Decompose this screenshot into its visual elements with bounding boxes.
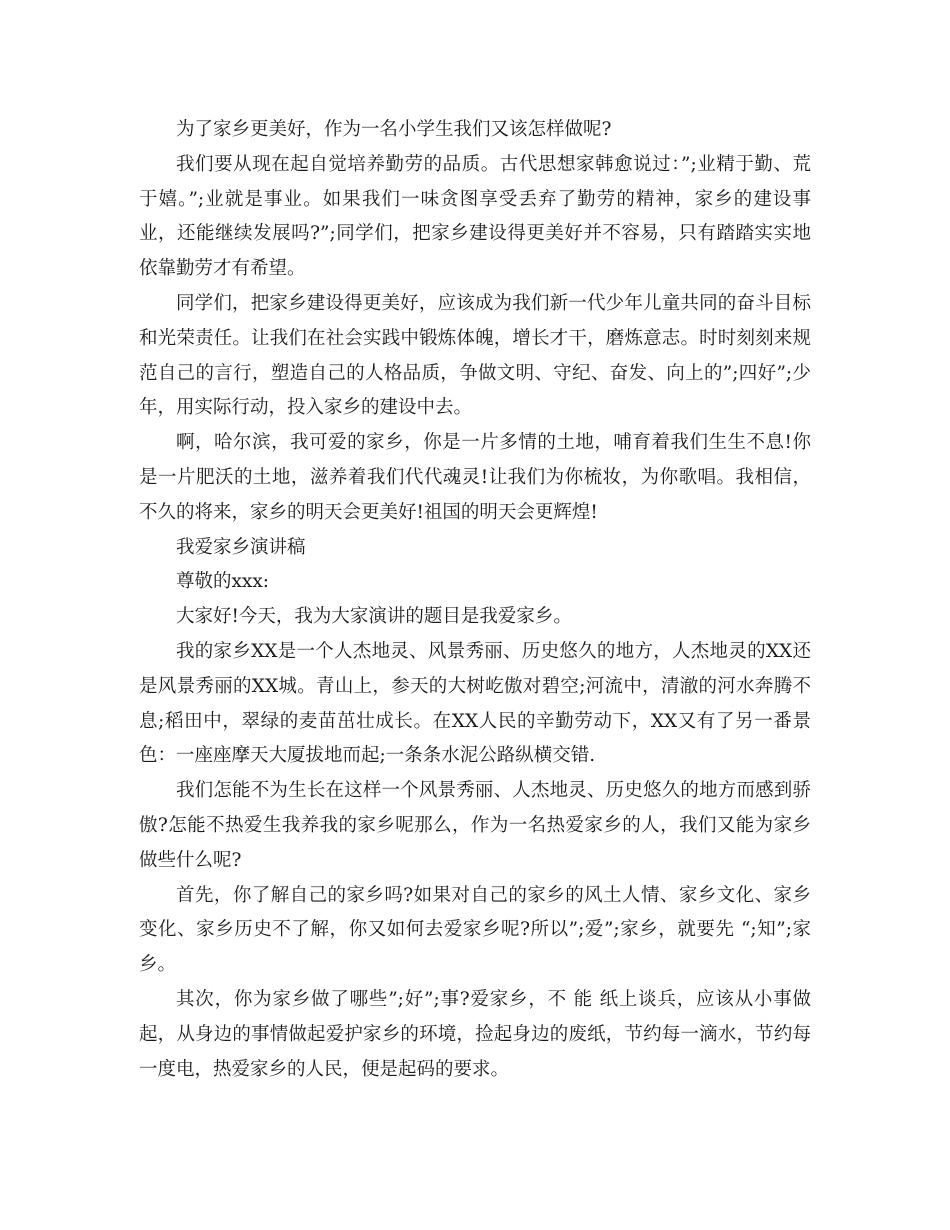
document-body: [139, 113, 811, 1087]
paragraph: 首先，你了解自己的家乡吗?如果对自己的家乡的风土人情、家乡文化、家乡变化、家乡历史不了解，你又如何去爱家乡呢?所以”;爱”;家乡，就要先 “;知”;家乡。: [139, 884, 811, 976]
paragraph: 其次，你为家乡做了哪些”;好”;事?爱家乡，不 能 纸上谈兵，应该从小事做起，从身边的事情做起爱护家乡的环境，捡起身边的废纸，节约每一滴水，节约每一度电，热爱家乡的人民，便是起码的要求。: [139, 988, 811, 1080]
paragraph: 我的家乡XX是一个人杰地灵、风景秀丽、历史悠久的地方，人杰地灵的XX还是风景秀丽的XX城。青山上，参天的大树屹傲对碧空;河流中，清澈的河水奔腾不息;稻田中，翠绿的麦苗茁壮成长。在XX人民的辛勤劳动下，XX又有了另一番景色：一座座摩天大厦拔地而起;一条条水泥公路纵横交错.: [139, 640, 811, 767]
paragraph: 我们要从现在起自觉培养勤劳的品质。古代思想家韩愈说过：”;业精于勤、荒于嬉。”;业就是事业。如果我们一味贪图享受丢弃了勤劳的精神，家乡的建设事业，还能继续发展吗?”;同学们，把家乡建设得更美好并不容易，只有踏踏实实地依靠勤劳才有希望。: [139, 153, 811, 280]
paragraph: 我们怎能不为生长在这样一个风景秀丽、人杰地灵、历史悠久的地方而感到骄傲?怎能不热爱生我养我的家乡呢那么，作为一名热爱家乡的人，我们又能为家乡做些什么呢?: [139, 780, 811, 871]
paragraph: 啊，哈尔滨，我可爱的家乡，你是一片多情的土地，哺育着我们生生不息!你是一片肥沃的土地，滋养着我们代代魂灵!让我们为你梳妆，为你歌唱。我相信，不久的将来，家乡的明天会更美好!祖国的明天会更辉煌!: [139, 432, 811, 523]
salutation: 尊敬的xxx:: [176, 571, 270, 593]
paragraph: 大家好!今天，我为大家演讲的题目是我爱家乡。: [176, 606, 572, 628]
paragraph: 同学们，把家乡建设得更美好，应该成为我们新一代少年儿童共同的奋斗目标和光荣责任。让我们在社会实践中锻炼体魄，增长才干，磨炼意志。时时刻刻来规范自己的言行，塑造自己的人格品质，争做文明、守纪、奋发、向上的”;四好”;少年，用实际行动，投入家乡的建设中去。: [139, 292, 811, 419]
section-heading: 我爱家乡演讲稿: [176, 536, 306, 558]
paragraph: 为了家乡更美好，作为一名小学生我们又该怎样做呢?: [176, 119, 612, 140]
